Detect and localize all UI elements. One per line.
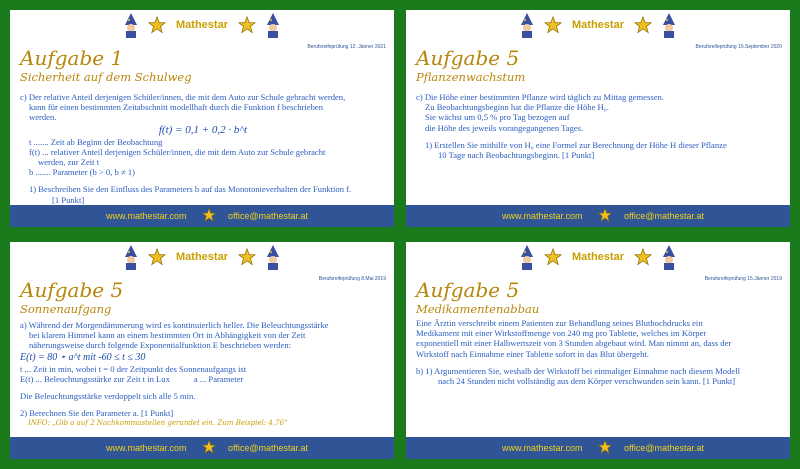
footer-website: www.mathestar.com bbox=[502, 211, 583, 221]
task-formula: f(t) = 0,1 + 0,2 · b^t bbox=[158, 123, 248, 136]
task-line: t ....... Zeit ab Beginn der Beobachtung bbox=[29, 136, 163, 147]
task-line: bei klarem Himmel kann an einem bestimmten Ort in Abhängigkeit von der Zeit bbox=[29, 330, 306, 341]
footer-bar bbox=[10, 205, 394, 227]
task-title: Aufgabe 5 bbox=[20, 278, 124, 302]
wizard-icon bbox=[118, 244, 144, 270]
task-line: Die Beleuchtungsstärke verdoppelt sich alle 5 min. bbox=[20, 391, 196, 402]
task-question: 1) Beschreiben Sie den Einfluss des Parameters b auf das Monotonieverhalten der Funktion f. bbox=[29, 184, 352, 195]
task-line: die Höhe des jeweils vorangegangenen Tages. bbox=[425, 122, 584, 133]
task-subtitle: Sicherheit auf dem Schulweg bbox=[20, 70, 192, 84]
wizard-icon bbox=[514, 12, 540, 38]
task-line: näherungsweise durch folgende Exponentialfunktion E beschrieben werden: bbox=[29, 340, 292, 351]
task-body bbox=[20, 92, 386, 205]
task-question: nach 24 Stunden nicht vollständig aus dem Körper verschwunden sein kann. [1 Punkt] bbox=[438, 376, 736, 387]
task-title: Aufgabe 5 bbox=[416, 46, 520, 70]
star-icon bbox=[598, 208, 612, 222]
star-icon bbox=[544, 248, 562, 266]
mathestar-logo bbox=[10, 12, 394, 42]
task-question: 1) Erstellen Sie mithilfe von H₀ eine Formel zur Berechnung der Höhe H dieser Pflanze bbox=[425, 139, 727, 150]
footer-website: www.mathestar.com bbox=[502, 443, 583, 453]
task-card-2 bbox=[406, 10, 790, 227]
task-line-part: a ... Parameter bbox=[193, 373, 244, 384]
footer-website: www.mathestar.com bbox=[106, 443, 187, 453]
star-icon bbox=[202, 440, 216, 454]
task-line: exponentiell mit einer Halbwertszeit von 3 Stunden abgebaut wird. Man nimmt an, dass der bbox=[416, 338, 732, 349]
task-card-3 bbox=[10, 242, 394, 459]
task-line: Sie wächst um 0,5 % pro Tag bezogen auf bbox=[425, 112, 570, 123]
task-line: c) Die Höhe einer bestimmten Pflanze wird täglich zu Mittag gemessen. bbox=[416, 92, 664, 102]
task-line: Medikament mit einer Wirkstoffmenge von 240 mg pro Tablette, welches im Körper bbox=[416, 328, 707, 339]
task-card-1 bbox=[10, 10, 394, 227]
task-line: b ....... Parameter (b > 0, b ≠ 1) bbox=[29, 167, 135, 178]
task-line-part: E(t) ... Beleuchtungsstärke zur Zeit t in Lux bbox=[20, 373, 170, 384]
brand-label: Mathestar bbox=[572, 19, 624, 31]
wizard-icon bbox=[656, 12, 682, 38]
footer-bar bbox=[406, 437, 790, 459]
task-line: f(t) ... relativer Anteil derjenigen Schüler/innen, die mit dem Auto zur Schule gebracht bbox=[29, 146, 326, 157]
task-subtitle: Pflanzenwachstum bbox=[416, 70, 526, 84]
footer-bar bbox=[406, 205, 790, 227]
star-icon bbox=[148, 16, 166, 34]
brand-label: Mathestar bbox=[572, 251, 624, 263]
task-subtitle: Sonnenaufgang bbox=[20, 302, 112, 316]
wizard-icon bbox=[260, 244, 286, 270]
star-icon bbox=[148, 248, 166, 266]
task-line: Wirkstoff nach Einnahme einer Tablette sofort in das Blut übergeht. bbox=[416, 348, 649, 359]
brand-label: Mathestar bbox=[176, 251, 228, 263]
task-line: t ... Zeit in min, wobei t = 0 der Zeitpunkt des Sonnenaufgangs ist bbox=[20, 363, 247, 374]
wizard-icon bbox=[118, 12, 144, 38]
star-icon bbox=[202, 208, 216, 222]
exam-date: Berufsreifeprüfung 16.September 2020 bbox=[695, 44, 782, 50]
task-question: 2) Berechnen Sie den Parameter a. [1 Punkt] bbox=[20, 408, 174, 419]
star-icon bbox=[634, 16, 652, 34]
task-points: [1 Punkt] bbox=[52, 194, 85, 205]
task-line bbox=[20, 374, 386, 384]
task-body bbox=[20, 320, 386, 429]
task-line: Zu Beobachtungsbeginn hat die Pflanze die Höhe H₀. bbox=[425, 102, 609, 113]
footer-email: office@mathestar.at bbox=[624, 211, 705, 221]
footer-email: office@mathestar.at bbox=[228, 211, 309, 221]
task-line: werden, zur Zeit t bbox=[38, 157, 100, 168]
exam-date: Berufsreifeprüfung 12. Jänner 2021 bbox=[307, 44, 386, 50]
task-line: a) Während der Morgendämmerung wird es kontinuierlich heller. Die Beleuchtungsstärke bbox=[20, 320, 329, 330]
mathestar-logo bbox=[406, 244, 790, 274]
wizard-icon bbox=[514, 244, 540, 270]
footer-website: www.mathestar.com bbox=[106, 211, 187, 221]
task-question: b) 1) Argumentieren Sie, weshalb der Wirkstoff bei einmaliger Einnahme nach diesem Modell bbox=[416, 365, 740, 376]
star-icon bbox=[634, 248, 652, 266]
task-question: 10 Tage nach Beobachtungsbeginn. [1 Punkt] bbox=[438, 150, 595, 161]
task-card-4 bbox=[406, 242, 790, 459]
footer-email: office@mathestar.at bbox=[624, 443, 705, 453]
star-icon bbox=[238, 248, 256, 266]
star-icon bbox=[238, 16, 256, 34]
footer-bar bbox=[10, 437, 394, 459]
wizard-icon bbox=[656, 244, 682, 270]
task-formula: E(t) = 80 ⋆ a^t mit -60 ≤ t ≤ 30 bbox=[20, 351, 146, 363]
wizard-icon bbox=[260, 12, 286, 38]
task-line: c) Der relative Anteil derjenigen Schüler/innen, die mit dem Auto zur Schule gebracht werden, bbox=[20, 92, 346, 102]
task-title: Aufgabe 5 bbox=[416, 278, 520, 302]
mathestar-logo bbox=[10, 244, 394, 274]
task-body bbox=[416, 318, 782, 386]
task-line: Eine Ärztin verschreibt einem Patienten zur Behandlung seines Bluthochdrucks ein bbox=[416, 318, 703, 328]
exam-date: Berufsreifeprüfung 8.Mai 2019 bbox=[318, 276, 386, 282]
task-body bbox=[416, 92, 782, 160]
footer-email: office@mathestar.at bbox=[228, 443, 309, 453]
info-note: INFO: „Gib a auf 2 Nachkommastellen gerundet ein. Zum Beispiel: 4,76“ bbox=[28, 419, 288, 428]
mathestar-logo bbox=[406, 12, 790, 42]
star-icon bbox=[544, 16, 562, 34]
star-icon bbox=[598, 440, 612, 454]
exam-date: Berufsreifeprüfung 15.Jänner 2019 bbox=[704, 276, 782, 282]
task-line: kann für einen bestimmten Zeitabschnitt modellhaft durch die Funktion f beschrieben bbox=[29, 102, 324, 113]
task-subtitle: Medikamentenabbau bbox=[416, 302, 540, 316]
brand-label: Mathestar bbox=[176, 19, 228, 31]
task-title: Aufgabe 1 bbox=[20, 46, 124, 70]
task-line: werden. bbox=[29, 112, 57, 123]
